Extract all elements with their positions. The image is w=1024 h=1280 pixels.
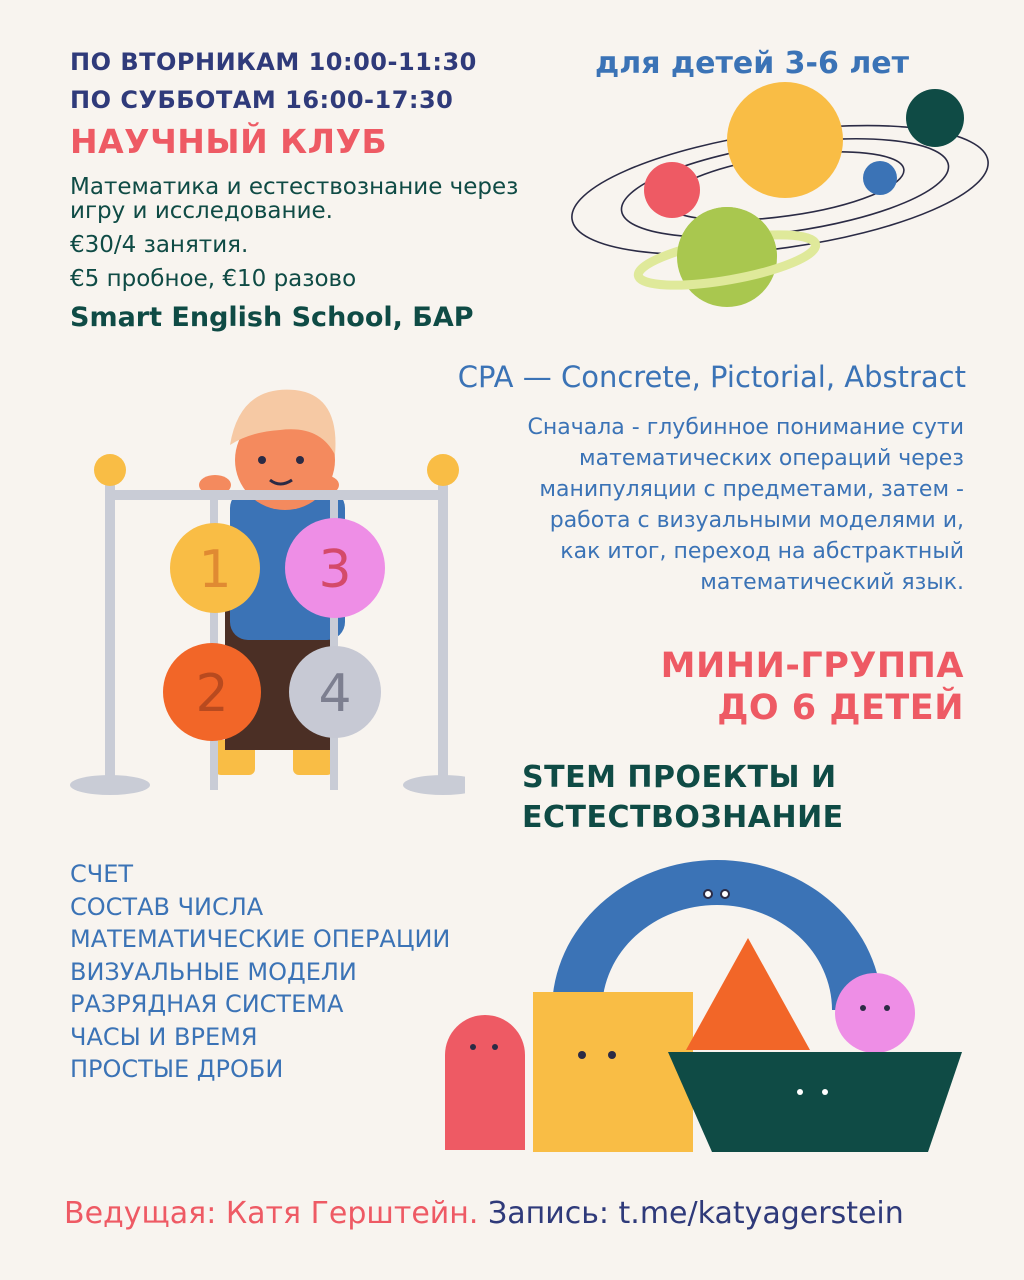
sun-icon: [727, 82, 843, 198]
orange-triangle-shape: [686, 938, 810, 1050]
footer: [64, 1196, 904, 1231]
yellow-square-shape: [533, 992, 693, 1152]
geometric-shapes-illustration: [440, 860, 970, 1160]
blue-arch-shape: [552, 860, 882, 1010]
cpa-description: Сначала - глубинное понимание сути математических операций через манипуляции с предметами, затем - работа с визуальными моделями и, как итог, переход на абстрактный математический язык.: [527, 415, 964, 595]
topics-list: [70, 858, 450, 1086]
abacus-bead-2: [163, 643, 261, 741]
solar-system-illustration: [560, 80, 1000, 320]
abacus-bead-4: [289, 646, 381, 738]
cpa-title: CPA — Concrete, Pictorial, Abstract: [457, 360, 966, 394]
red-planet-icon: [644, 162, 700, 218]
ringed-planet-icon: [635, 207, 819, 307]
green-bowl-shape: [668, 1052, 962, 1152]
red-pill-shape: [445, 1015, 525, 1150]
blue-planet-icon: [863, 161, 897, 195]
topic-item: СЧЕТ: [70, 860, 134, 888]
stem-line1: STEM ПРОЕКТЫ И: [522, 760, 837, 795]
mini-group-heading: [661, 645, 964, 729]
schedule-tuesday: ПО ВТОРНИКАМ 10:00-11:30: [70, 48, 477, 76]
abacus-bead-3: [285, 518, 385, 618]
topic-item: СОСТАВ ЧИСЛА: [70, 892, 264, 921]
bead-number: 4: [318, 664, 352, 724]
club-title: НАУЧНЫЙ КЛУБ: [70, 122, 388, 161]
bead-number: 2: [195, 664, 229, 724]
stem-heading: [522, 758, 844, 838]
topic-item: ВИЗУАЛЬНЫЕ МОДЕЛИ: [70, 957, 357, 986]
price-package: €30/4 занятия.: [70, 232, 249, 258]
child-abacus-illustration: [65, 380, 465, 800]
bead-number: 1: [198, 540, 232, 600]
mini-group-line2: ДО 6 ДЕТЕЙ: [717, 688, 964, 728]
price-trial: €5 пробное, €10 разово: [70, 266, 357, 292]
pink-circle-shape: [835, 973, 915, 1053]
club-description: Математика и естествознание через игру и исследование.: [70, 174, 519, 224]
topic-item: ЧАСЫ И ВРЕМЯ: [70, 1022, 258, 1051]
mini-group-line1: МИНИ-ГРУППА: [660, 646, 964, 686]
bead-number: 3: [318, 540, 352, 600]
footer-signup-link[interactable]: Запись: t.me/katyagerstein: [487, 1196, 904, 1231]
schedule-saturday: ПО СУББОТАМ 16:00-17:30: [70, 86, 454, 114]
footer-host: Ведущая: Катя Герштейн.: [64, 1196, 479, 1231]
green-planet-icon: [906, 89, 964, 147]
topic-item: ПРОСТЫЕ ДРОБИ: [70, 1055, 284, 1083]
abacus-bead-1: [170, 523, 260, 613]
age-label: для детей 3-6 лет: [595, 46, 910, 81]
topic-item: РАЗРЯДНАЯ СИСТЕМА: [70, 990, 344, 1018]
stem-line2: ЕСТЕСТВОЗНАНИЕ: [522, 800, 844, 835]
topic-item: МАТЕМАТИЧЕСКИЕ ОПЕРАЦИИ: [70, 925, 451, 953]
school-name: Smart English School, БАР: [70, 302, 474, 333]
